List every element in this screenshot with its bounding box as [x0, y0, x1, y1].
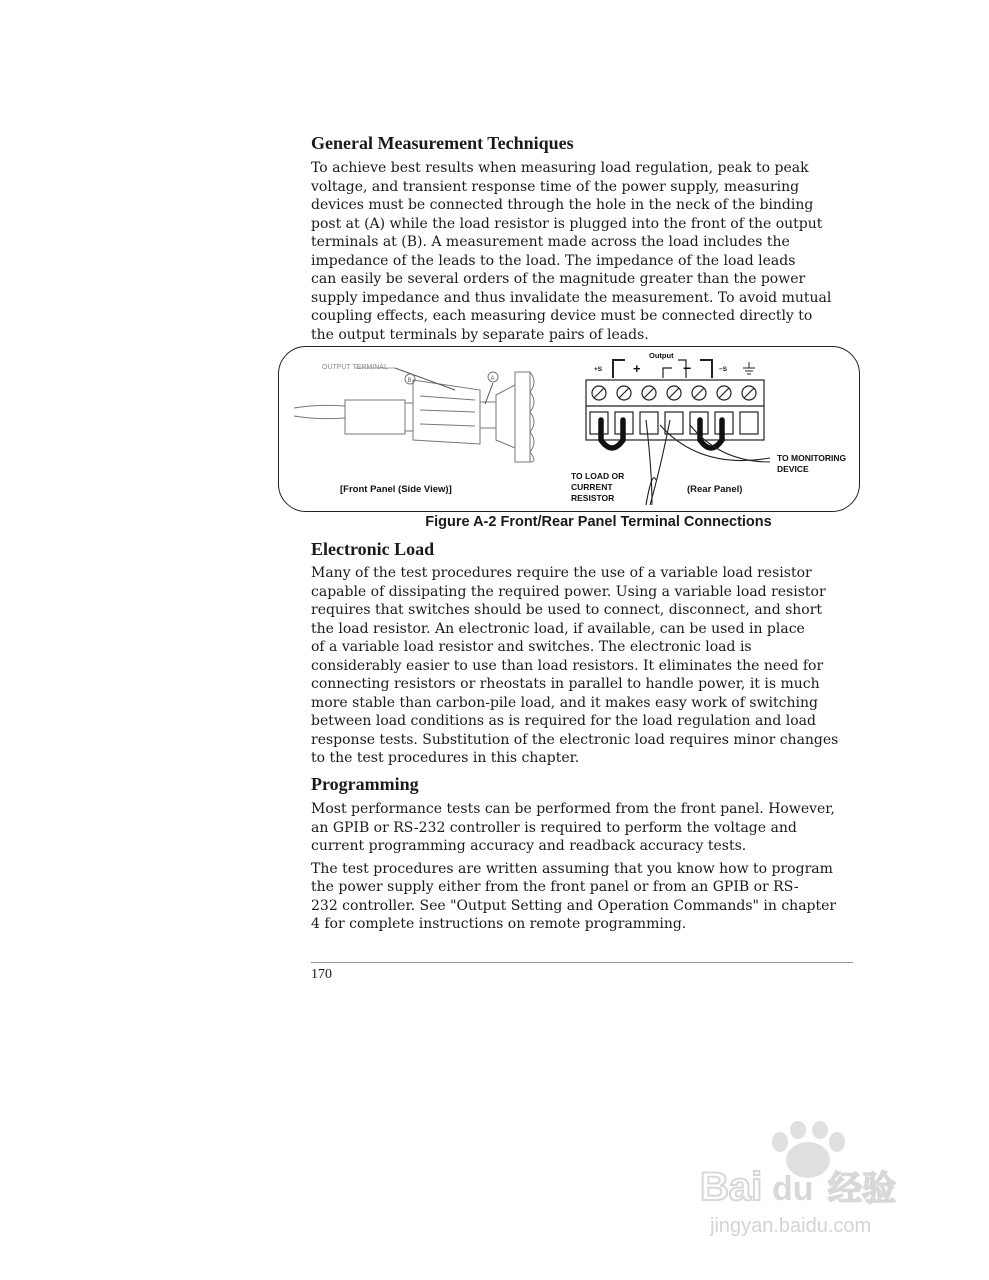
figure-caption: Figure A-2 Front/Rear Panel Terminal Connections	[425, 514, 772, 530]
plug-collar	[405, 403, 413, 431]
heading-general-measurement: General Measurement Techniques	[311, 133, 574, 153]
to-load-label-1: TO LOAD OR	[571, 471, 625, 481]
baidu-watermark	[680, 1120, 960, 1270]
to-monitoring-label-2: DEVICE	[777, 464, 809, 474]
section-electronic-load	[311, 538, 851, 768]
paragraph-programming-2: The test procedures are written assuming that you know how to program the power supply either from the front panel or from an GPIB or RS- 232 controller. See "Output Setting and Operation Commands" in chapter 4 for complete instructions on remote programming.	[311, 860, 837, 932]
to-load-label-2: CURRENT	[571, 482, 613, 492]
paragraph-electronic-load: Many of the test procedures require the use of a variable load resistor capable of dissipating the required power. Using a variable load resistor requires that switches should be used to connect, disconnect, and short the load resistor. An electronic load, if available, can be used in place of a variable load resistor and switches. The electronic load is considerably easier to use than load resistors. It eliminates the need for connecting resistors or rheostats in parallel to handle power, it is much more stable than carbon-pile load, and it makes easy work of switching between load conditions as is required for the load regulation and load response tests. Substitution of the electronic load requires minor changes to the test procedures in this chapter.	[311, 565, 839, 766]
rear-panel-terminal-strip	[586, 360, 764, 440]
ground-icon	[743, 362, 755, 374]
front-panel-sketch	[294, 368, 534, 462]
minus-label: −	[683, 360, 692, 376]
callout-b-label: B	[407, 378, 412, 384]
to-load-label-3: RESISTOR	[571, 493, 615, 503]
heading-programming: Programming	[311, 774, 419, 794]
plus-label: +	[633, 361, 641, 376]
heading-electronic-load: Electronic Load	[311, 539, 435, 559]
minus-sense-label: −S	[719, 366, 728, 373]
svg-text:Bai: Bai	[700, 1165, 763, 1209]
lead-wire	[294, 405, 345, 418]
svg-text:经验: 经验	[828, 1169, 896, 1209]
page-number: 170	[311, 967, 332, 982]
panel-break	[530, 372, 534, 462]
callout-a-label: A	[490, 376, 495, 382]
watermark-url: jingyan.baidu.com	[710, 1215, 872, 1237]
terminal-screws	[592, 386, 756, 400]
front-panel	[515, 372, 530, 462]
section-programming	[311, 773, 851, 934]
svg-text:du: du	[772, 1170, 814, 1208]
paragraph-programming-1: Most performance tests can be performed from the front panel. However, an GPIB or RS-232 controller is required to perform the voltage and current programming accuracy and readback accuracy tests.	[311, 801, 835, 854]
bracket-plus-left	[613, 360, 625, 378]
footer-rule	[311, 962, 853, 963]
bracket-minus-right	[700, 360, 712, 378]
plug-body	[345, 400, 405, 434]
terminal-slots	[590, 412, 758, 434]
front-panel-label: [Front Panel (Side View)]	[340, 484, 452, 495]
panel-flange	[496, 385, 515, 448]
paragraph-general-measurement: To achieve best results when measuring load regulation, peak to peak voltage, and transient response time of the power supply, measuring devices must be connected through the hole in the neck of the binding post at (A) while the load resistor is plugged into the front of the output terminals at (B). A measurement made across the load includes the impedance of the leads to the load. The impedance of the load leads can easily be several orders of the magnitude greater than the power supply impedance and thus invalidate the measurement. To avoid mutual coupling effects, each measuring device must be connected directly to the output terminals by separate pairs of leads.	[311, 160, 832, 343]
post-neck	[480, 402, 496, 428]
rear-panel-label: (Rear Panel)	[687, 484, 743, 495]
output-label: Output	[649, 351, 674, 360]
plus-sense-label: +S	[594, 366, 603, 373]
output-terminal-label: OUTPUT TERMINAL	[322, 364, 388, 371]
to-monitoring-label-1: TO MONITORING	[777, 453, 847, 463]
